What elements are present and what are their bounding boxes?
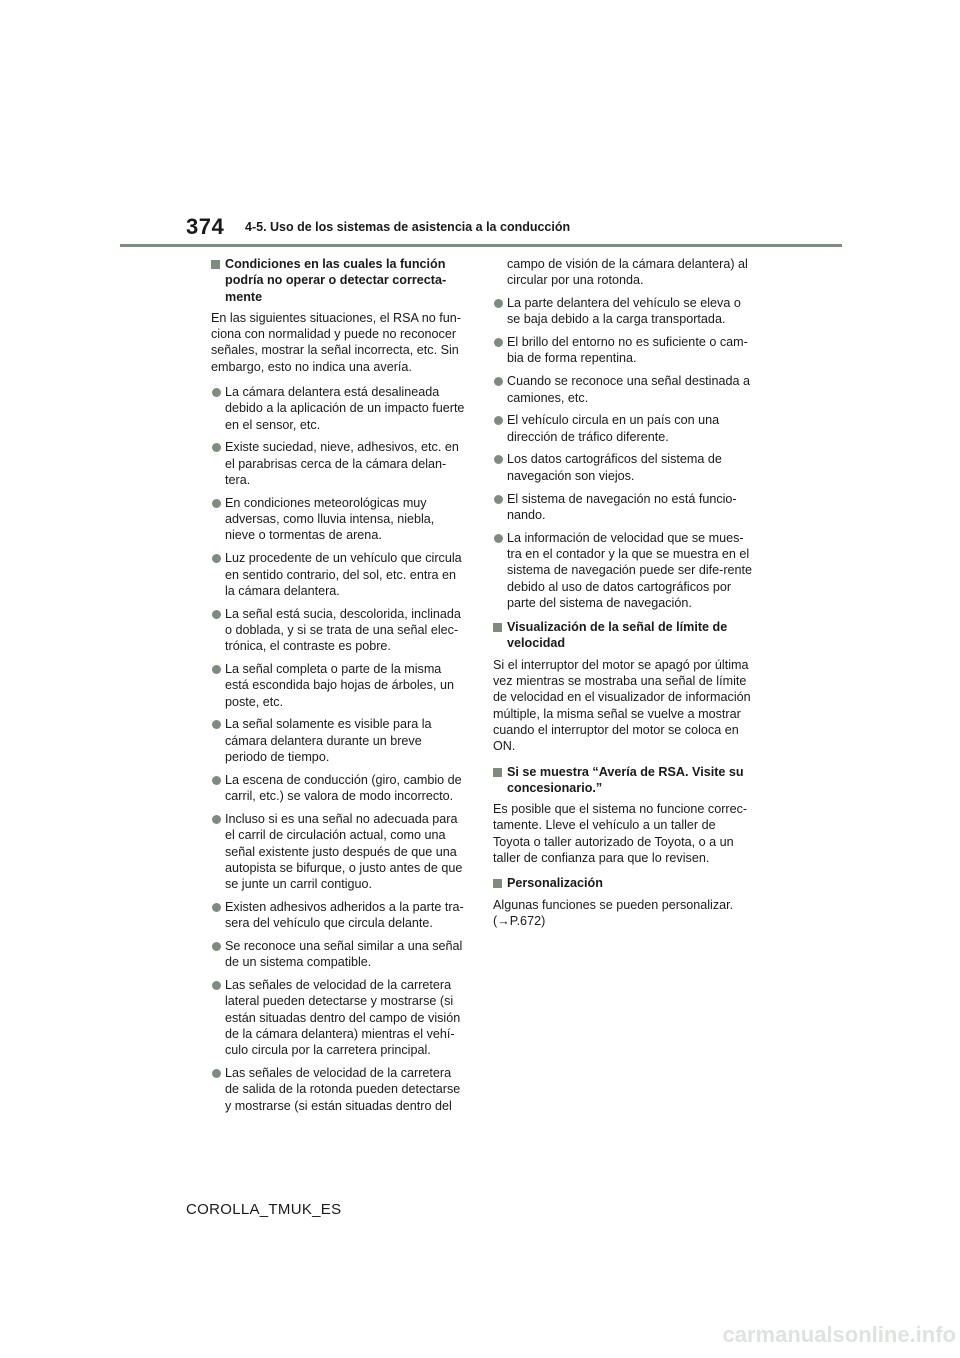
bullet-item	[211, 716, 466, 765]
bullet-dot-icon	[494, 455, 503, 464]
bullet-item	[211, 977, 466, 1058]
bullet-dot-icon	[212, 443, 221, 452]
bullet-text: La señal solamente es visible para la cámara delantera durante un breve periodo de tiempo.	[225, 717, 432, 765]
page-number: 374	[186, 214, 225, 239]
bullet-item	[493, 295, 755, 328]
speed-sign-display-heading	[493, 619, 755, 652]
bullet-dot-icon	[494, 377, 503, 386]
bullet-dot-icon	[212, 942, 221, 951]
bullet-item	[211, 439, 466, 488]
square-bullet-icon	[493, 623, 502, 632]
bullet-item	[493, 412, 755, 445]
bullet-dot-icon	[212, 554, 221, 563]
bullet-item	[211, 772, 466, 805]
bullet-text: La señal está sucia, descolorida, inclinada o doblada, y si se trata de una señal elec-trónica, el contraste es pobre.	[225, 606, 461, 654]
right-column	[493, 256, 755, 938]
header-divider	[120, 244, 842, 247]
bullet-item	[211, 661, 466, 710]
bullet-text: En condiciones meteorológicas muy adversas, como lluvia intensa, niebla, nieve o tormentas de arena.	[225, 495, 435, 543]
bullet-dot-icon	[212, 815, 221, 824]
bullet-text: El vehículo circula en un país con una dirección de tráfico diferente.	[507, 413, 720, 444]
bullet-text: Incluso si es una señal no adecuada para el carril de circulación actual, como una señal existente justo después de que una autopista se bifurque, o justo antes de que se junte un carril contiguo.	[225, 811, 463, 892]
bullet-text: Cuando se reconoce una señal destinada a camiones, etc.	[507, 374, 750, 405]
conditions-heading	[211, 256, 466, 305]
bullet-text: La escena de conducción (giro, cambio de carril, etc.) se valora de modo incorrecto.	[225, 772, 462, 804]
bullet-text: La señal completa o parte de la misma está escondida bajo hojas de árboles, un poste, etc.	[225, 662, 454, 709]
bullet-text: El brillo del entorno no es suficiente o cam-bia de forma repentina.	[507, 335, 748, 366]
bullet-dot-icon	[212, 610, 221, 619]
square-bullet-icon	[493, 879, 502, 888]
bullet-dot-icon	[494, 338, 503, 347]
bullet-dot-icon	[494, 495, 503, 504]
bullet-text: La información de velocidad que se mues-tra en el contador y la que se muestra en el sistema de navegación puede ser dife-rente debido al uso de datos cartográficos por parte del sistema de navegación.	[507, 530, 753, 610]
bullet-dot-icon	[212, 499, 221, 508]
bullet-dot-icon	[212, 981, 221, 990]
bullet-item	[211, 899, 466, 932]
bullet-text: Existen adhesivos adheridos a la parte tra-sera del vehículo que circula delante.	[225, 899, 464, 931]
bullet-dot-icon	[212, 665, 221, 674]
rsa-fault-heading	[493, 764, 755, 797]
rsa-fault-text: Es posible que el sistema no funcione correc-tamente. Lleve el vehículo a un taller de Toyota o taller autorizado de Toyota, o a un taller de confianza para que lo revisen.	[493, 802, 748, 865]
bullet-dot-icon	[212, 720, 221, 729]
bullet-text: Existe suciedad, nieve, adhesivos, etc. en el parabrisas cerca de la cámara delan-tera.	[225, 440, 459, 488]
customization-heading	[493, 875, 755, 891]
square-bullet-icon	[211, 260, 220, 269]
bullet-text: El sistema de navegación no está funcio-nando.	[507, 491, 737, 522]
bullet-item	[493, 373, 755, 406]
bullet-item	[211, 1065, 466, 1114]
document-code: COROLLA_TMUK_ES	[186, 1201, 342, 1218]
bullet-text: La parte delantera del vehículo se eleva o se baja debido a la carga transportada.	[507, 296, 741, 327]
bullet-dot-icon	[494, 534, 503, 543]
continued-bullet-text: campo de visión de la cámara delantera) al circular por una rotonda.	[507, 257, 748, 288]
heading-text: Si se muestra “Avería de RSA. Visite su concesionario.”	[507, 764, 744, 795]
heading-text: Condiciones en las cuales la función podría no operar o detectar correcta-mente	[225, 257, 447, 304]
heading-text: Personalización	[507, 876, 603, 891]
bullet-item	[211, 550, 466, 599]
square-bullet-icon	[493, 768, 502, 777]
bullet-text: Se reconoce una señal similar a una señal de un sistema compatible.	[225, 938, 463, 970]
right-bullet-list	[493, 295, 755, 611]
bullet-dot-icon	[212, 388, 221, 397]
bullet-item	[211, 606, 466, 655]
left-bullet-list	[211, 384, 466, 1114]
speed-sign-display-text: Si el interruptor del motor se apagó por última vez mientras se mostraba una señal de límite de velocidad en el visualizador de información múltiple, la misma señal se vuelve a mostrar cuando el interruptor del motor se coloca en ON.	[493, 657, 751, 754]
bullet-dot-icon	[212, 1069, 221, 1078]
bullet-item	[211, 811, 466, 892]
bullet-text: La cámara delantera está desalineada debido a la aplicación de un impacto fuerte en el sensor, etc.	[225, 385, 465, 432]
bullet-dot-icon	[212, 903, 221, 912]
bullet-item	[211, 495, 466, 544]
bullet-item	[493, 451, 755, 484]
bullet-dot-icon	[212, 776, 221, 785]
customization-text: Algunas funciones se pueden personalizar. (→P.672)	[493, 897, 734, 928]
bullet-dot-icon	[494, 416, 503, 425]
section-title: 4-5. Uso de los sistemas de asistencia a la conducción	[245, 220, 571, 234]
bullet-text: Los datos cartográficos del sistema de navegación son viejos.	[507, 452, 722, 483]
heading-text: Visualización de la señal de límite de velocidad	[507, 620, 728, 651]
bullet-item	[211, 938, 466, 971]
watermark: carmanualsonline.info	[722, 1322, 956, 1347]
intro-paragraph: En las siguientes situaciones, el RSA no fun-ciona con normalidad y puede no reconocer señales, mostrar la señal incorrecta, etc. Sin embargo, esto no indica una avería.	[211, 310, 461, 374]
bullet-text: Las señales de velocidad de la carretera de salida de la rotonda pueden detectarse y mostrarse (si están situadas dentro del	[225, 1066, 461, 1113]
bullet-text: Las señales de velocidad de la carretera lateral pueden detectarse y mostrarse (si están situadas dentro del campo de visión de la cámara delantera) mientras el vehí-culo circula por la carretera principal.	[225, 978, 461, 1058]
left-column	[211, 256, 466, 1120]
bullet-item	[211, 384, 466, 433]
bullet-text: Luz procedente de un vehículo que circula en sentido contrario, del sol, etc. entra en la cámara delantera.	[225, 551, 462, 598]
bullet-item	[493, 530, 755, 611]
bullet-item	[493, 334, 755, 367]
bullet-item	[493, 491, 755, 524]
bullet-dot-icon	[494, 299, 503, 308]
